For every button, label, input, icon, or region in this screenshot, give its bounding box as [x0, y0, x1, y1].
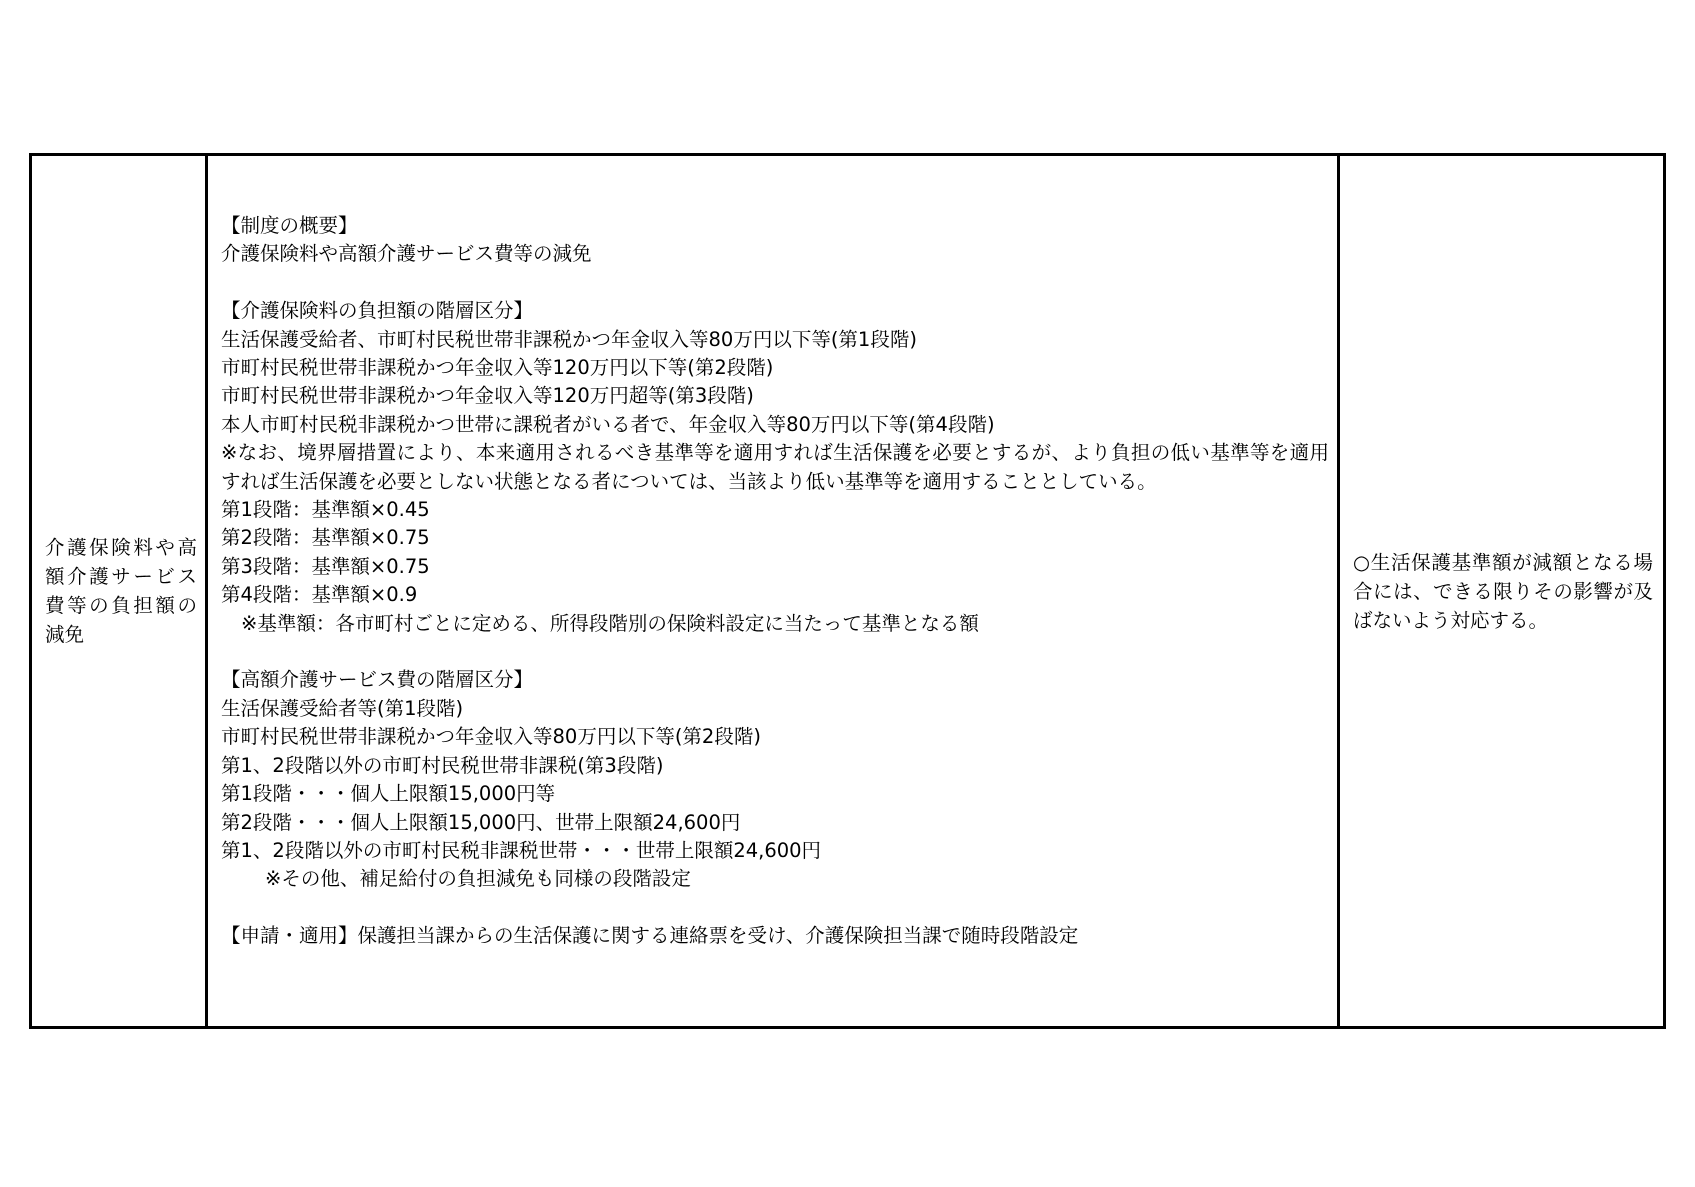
application-text: 【申請・適用】保護担当課からの生活保護に関する連絡票を受け、介護保険担当課で随時段階設定: [221, 924, 1079, 948]
service-limit-2: 第2段階・・・個人上限額15,000円、世帯上限額24,600円: [221, 810, 741, 834]
premium-tier-3: 市町村民税世帯非課税かつ年金収入等120万円超等(第3段階): [221, 384, 754, 408]
spacer: [221, 894, 1329, 922]
service-limit-3: 第1、2段階以外の市町村民税非課税世帯・・・世帯上限額24,600円: [221, 838, 822, 862]
service-tier-3: 第1、2段階以外の市町村民税世帯非課税(第3段階): [221, 753, 664, 777]
premium-tier-4: 本人市町村民税非課税かつ世帯に課税者がいる者で、年金収入等80万円以下等(第4段階): [221, 412, 995, 436]
service-heading: 【高額介護サービス費の階層区分】: [221, 668, 534, 692]
premium-rate-2: 第2段階：基準額×0.75: [221, 526, 430, 550]
premium-rate-4: 第4段階：基準額×0.9: [221, 583, 418, 607]
premium-tier-2: 市町村民税世帯非課税かつ年金収入等120万円以下等(第2段階): [221, 356, 774, 380]
spacer: [221, 638, 1329, 666]
service-tier-1: 生活保護受給者等(第1段階): [221, 696, 464, 720]
premium-tier-1: 生活保護受給者、市町村民税世帯非課税かつ年金収入等80万円以下等(第1段階): [221, 327, 917, 351]
premium-rate-note: ※基準額：各市町村ごとに定める、所得段階別の保険料設定に当たって基準となる額: [241, 611, 979, 635]
response-text: ○生活保護基準額が減額となる場合には、できる限りその影響が及ばないよう対応する。: [1353, 550, 1653, 632]
table-row: [31, 155, 1665, 1028]
spacer: [221, 269, 1329, 297]
item-cell: [31, 155, 207, 1028]
premium-note: ※なお、境界層措置により、本来適用されるべき基準等を適用すれば生活保護を必要とするが、より負担の低い基準等を適用すれば生活保護を必要としない状態となる者については、当該より低い基準等を適用することとしている。: [221, 441, 1329, 493]
premium-rate-3: 第3段階：基準額×0.75: [221, 554, 430, 578]
content-body: [208, 156, 1337, 991]
content-cell: [207, 155, 1339, 1028]
overview-text: 介護保険料や高額介護サービス費等の減免: [221, 242, 592, 266]
overview-heading: 【制度の概要】: [221, 214, 358, 237]
service-note: ※その他、補足給付の負担減免も同様の段階設定: [265, 867, 691, 891]
service-tier-2: 市町村民税世帯非課税かつ年金収入等80万円以下等(第2段階): [221, 725, 761, 749]
measures-table: [29, 153, 1666, 1029]
premium-heading: 【介護保険料の負担額の階層区分】: [221, 299, 534, 323]
item-title: 介護保険料や高額介護サービス費等の負担額の減免: [45, 536, 197, 646]
service-limit-1: 第1段階・・・個人上限額15,000円等: [221, 782, 556, 806]
response-cell: [1339, 155, 1665, 1028]
premium-rate-1: 第1段階：基準額×0.45: [221, 498, 430, 522]
